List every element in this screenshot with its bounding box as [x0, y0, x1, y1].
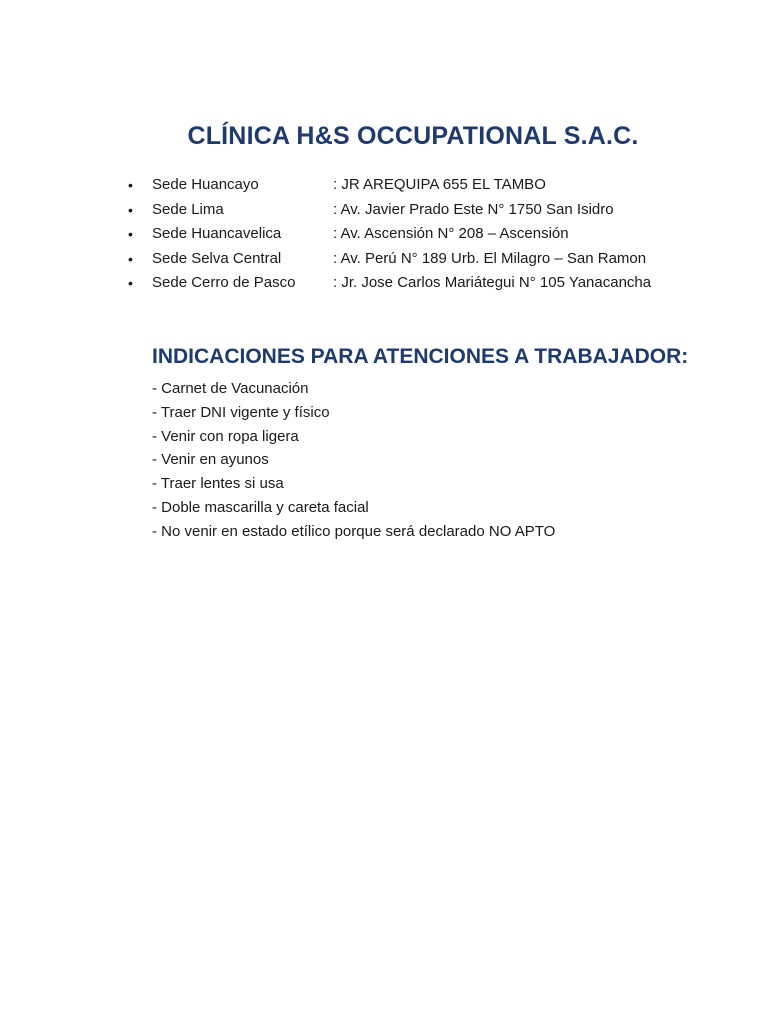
sede-address: : Jr. Jose Carlos Mariátegui N° 105 Yanacancha [333, 274, 652, 291]
indicacion-item: - Doble mascarilla y careta facial [152, 498, 369, 516]
bullet-icon: • [128, 201, 133, 218]
sede-address: : JR AREQUIPA 655 EL TAMBO [333, 176, 546, 193]
indicacion-item: - Traer DNI vigente y físico [152, 403, 330, 421]
bullet-icon: • [128, 226, 133, 242]
sede-name: Sede Cerro de Pasco [152, 274, 296, 291]
indicacion-item: - Traer lentes si usa [152, 475, 284, 493]
indicacion-item: - Venir con ropa ligera [152, 427, 299, 445]
sede-name: Sede Lima [152, 200, 224, 218]
sede-item-lima [128, 198, 651, 223]
sede-item-cerro-de-pasco [128, 271, 651, 296]
bullet-icon: • [128, 275, 133, 291]
sede-name: Sede Huancayo [152, 176, 259, 193]
sede-address: : Av. Javier Prado Este N° 1750 San Isidro [333, 200, 614, 218]
indicacion-item: - Venir en ayunos [152, 451, 269, 469]
bullet-icon: • [128, 177, 133, 193]
indicacion-item: - No venir en estado etílico porque será declarado NO APTO [152, 522, 556, 540]
indicacion-item: - Carnet de Vacunación [152, 380, 309, 397]
indicaciones-list [152, 377, 555, 544]
sede-item-huancayo [128, 173, 651, 198]
bullet-icon: • [128, 250, 133, 267]
sedes-list [128, 173, 651, 296]
sede-address: : Av. Perú N° 189 Urb. El Milagro – San Ramon [333, 249, 647, 267]
indicaciones-heading: INDICACIONES PARA ATENCIONES A TRABAJADOR: [152, 345, 689, 368]
page-title: CLÍNICA H&S OCCUPATIONAL S.A.C. [187, 122, 639, 150]
sede-item-huancavelica [128, 222, 651, 247]
sede-name: Sede Selva Central [152, 249, 282, 267]
sede-name: Sede Huancavelica [152, 225, 282, 242]
sede-item-selva-central [128, 247, 651, 272]
sede-address: : Av. Ascensión N° 208 – Ascensión [333, 225, 569, 242]
